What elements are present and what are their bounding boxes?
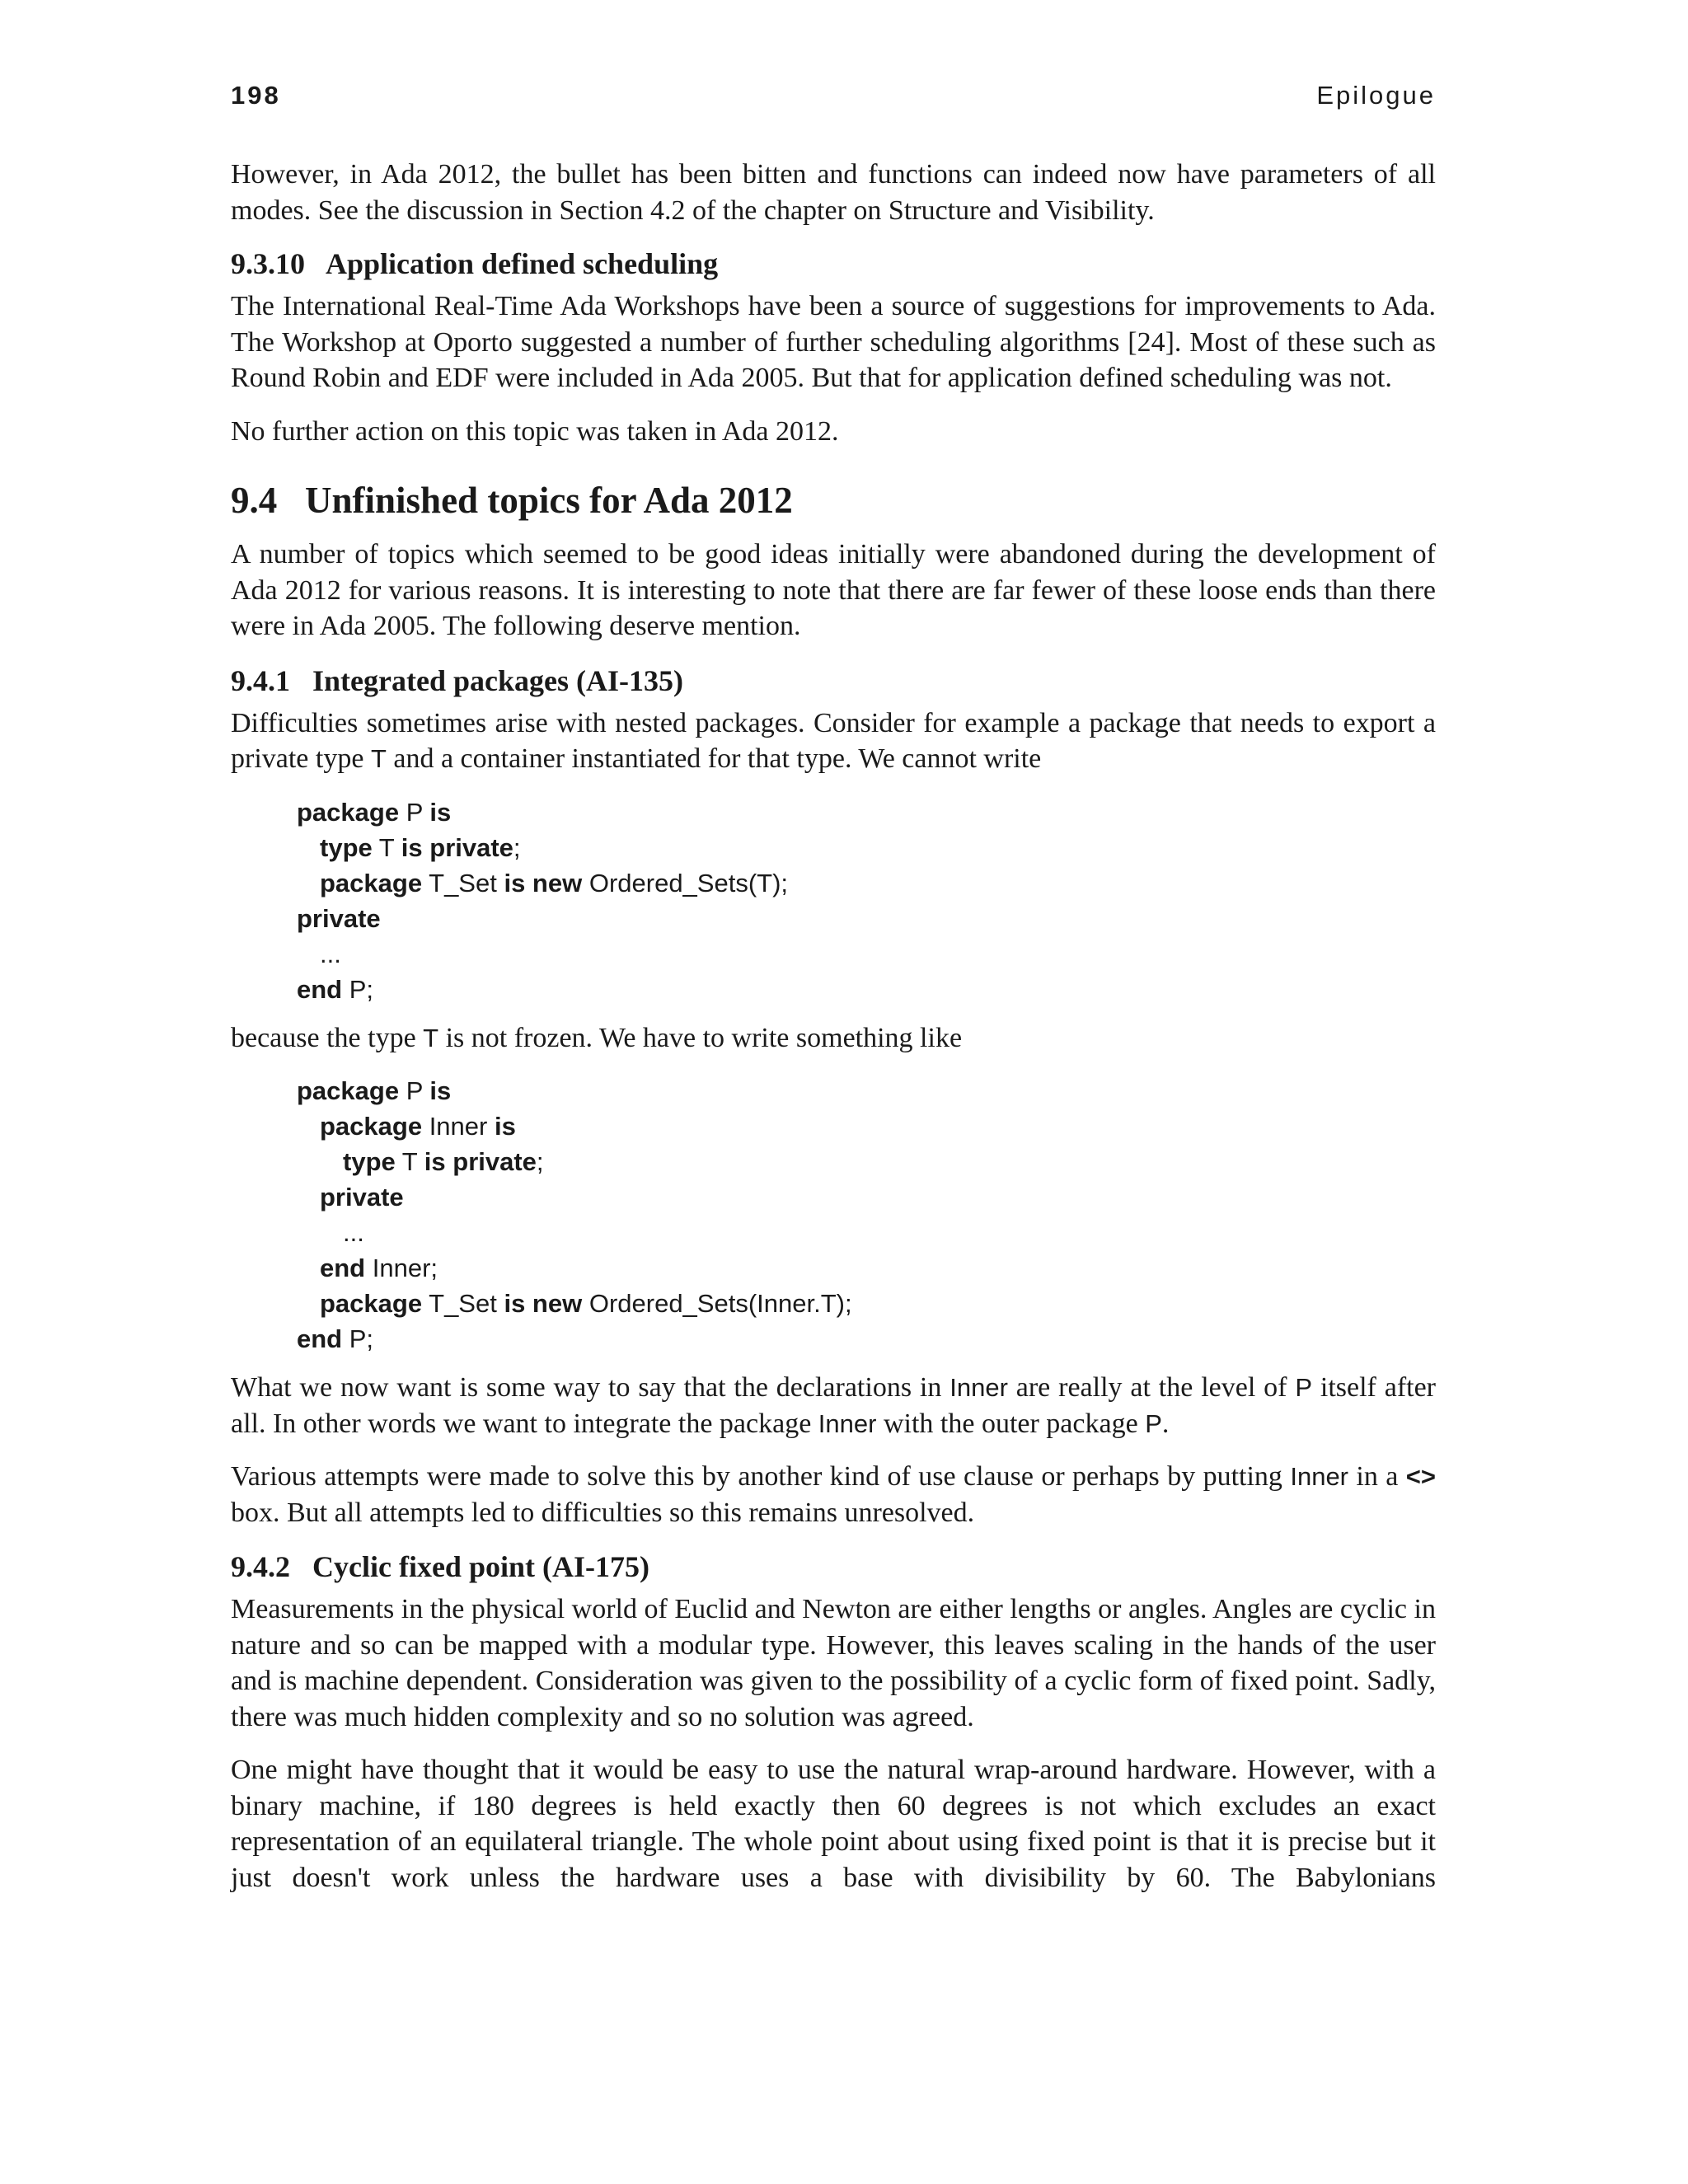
running-header <box>231 81 1436 117</box>
code-line: ... <box>343 1218 364 1247</box>
paragraph-9-4-2-1: Measurements in the physical world of Euclid and Newton are either lengths or angles. Angles are cyclic in nature and so can be mapped with a modular type. However, this leaves scaling in the hands of the user and is machine dependent. Consideration was given to the possibility of a cyclic form of fixed point. Sadly, there was much hidden complexity and so no solution was agreed. <box>231 1594 1436 1732</box>
code-line: private <box>320 1183 404 1212</box>
code-line: end P; <box>297 1324 374 1353</box>
heading-9-3-10: 9.3.10 Application defined scheduling <box>231 247 719 280</box>
inline-code-P: P <box>1295 1373 1313 1402</box>
inline-code-Inner: Inner <box>1290 1462 1349 1491</box>
code-line: end Inner; <box>320 1254 438 1282</box>
code-line: ... <box>320 939 341 968</box>
paragraph-9-4-1-3: What we now want is some way to say that the declarations in Inner are really at the level of P itself after all. In other words we want to integrate the package Inner with the outer package P. <box>231 1372 1436 1439</box>
paragraph-9-3-10-2: No further action on this topic was taken in Ada 2012. <box>231 415 839 447</box>
heading-9-4: 9.4 Unfinished topics for Ada 2012 <box>231 480 793 521</box>
code-line: package P is <box>297 797 452 827</box>
code-line: package T_Set is new Ordered_Sets(Inner.T); <box>320 1289 852 1318</box>
paragraph-9-4-1-2: because the type T is not frozen. We have to write something like <box>231 1022 963 1053</box>
paragraph-9-4-2-2: One might have thought that it would be easy to use the natural wrap-around hardware. However, with a binary machine, if 180 degrees is held exactly then 60 degrees is not which excludes an exact representation of an equilateral triangle. The whole point about using fixed point is that it is precise but it just doesn't work unless the hardware uses a base with divisibility by 60. The Babylonians <box>231 1755 1436 1893</box>
paragraph-9-4-1: A number of topics which seemed to be good ideas initially were abandoned during the development of Ada 2012 for various reasons. It is interesting to note that there are far fewer of these loose ends than there were in Ada 2005. The following deserve mention. <box>231 539 1436 641</box>
paragraph-9-4-1-4: Various attempts were made to solve this by another kind of use clause or perhaps by putting Inner in a <> box. But all attempts led to difficulties so this remains unresolved. <box>231 1461 1436 1528</box>
inline-code-T: T <box>370 744 387 773</box>
code-line: package Inner is <box>320 1112 516 1141</box>
code-line: private <box>297 903 381 933</box>
inline-code-T: T <box>423 1023 439 1052</box>
code-block-1 <box>297 794 1436 1007</box>
heading-9-4-1: 9.4.1 Integrated packages (AI-135) <box>231 663 683 697</box>
book-page <box>231 81 1436 1913</box>
code-line: type T is private; <box>320 832 521 862</box>
paragraph-9-3-10-1: The International Real-Time Ada Workshops have been a source of suggestions for improvements to Ada. The Workshop at Oporto suggested a number of further scheduling algorithms [24]. Most of these such as Round Robin and EDF were included in Ada 2005. But that for application defined scheduling was not. <box>231 291 1436 393</box>
code-line: package P is <box>297 1076 452 1105</box>
inline-code-Inner: Inner <box>950 1373 1008 1402</box>
inline-code-box: <> <box>1405 1462 1436 1491</box>
page-number: 198 <box>231 81 281 110</box>
code-block-2 <box>297 1073 1436 1357</box>
running-section-title: Epilogue <box>1316 81 1436 110</box>
heading-9-4-2: 9.4.2 Cyclic fixed point (AI-175) <box>231 1550 649 1583</box>
inline-code-Inner: Inner <box>818 1408 877 1438</box>
paragraph-9-4-1-1: Difficulties sometimes arise with nested packages. Consider for example a package that needs to export a private type T and a container instantiated for that type. We cannot write <box>231 707 1436 774</box>
code-line: type T is private; <box>343 1147 544 1176</box>
code-line: package T_Set is new Ordered_Sets(T); <box>320 868 789 898</box>
inline-code-P: P <box>1145 1408 1162 1438</box>
intro-paragraph: However, in Ada 2012, the bullet has been bitten and functions can indeed now have parameters of all modes. See the discussion in Section 4.2 of the chapter on Structure and Visibility. <box>231 159 1436 226</box>
code-line: end P; <box>297 974 374 1004</box>
